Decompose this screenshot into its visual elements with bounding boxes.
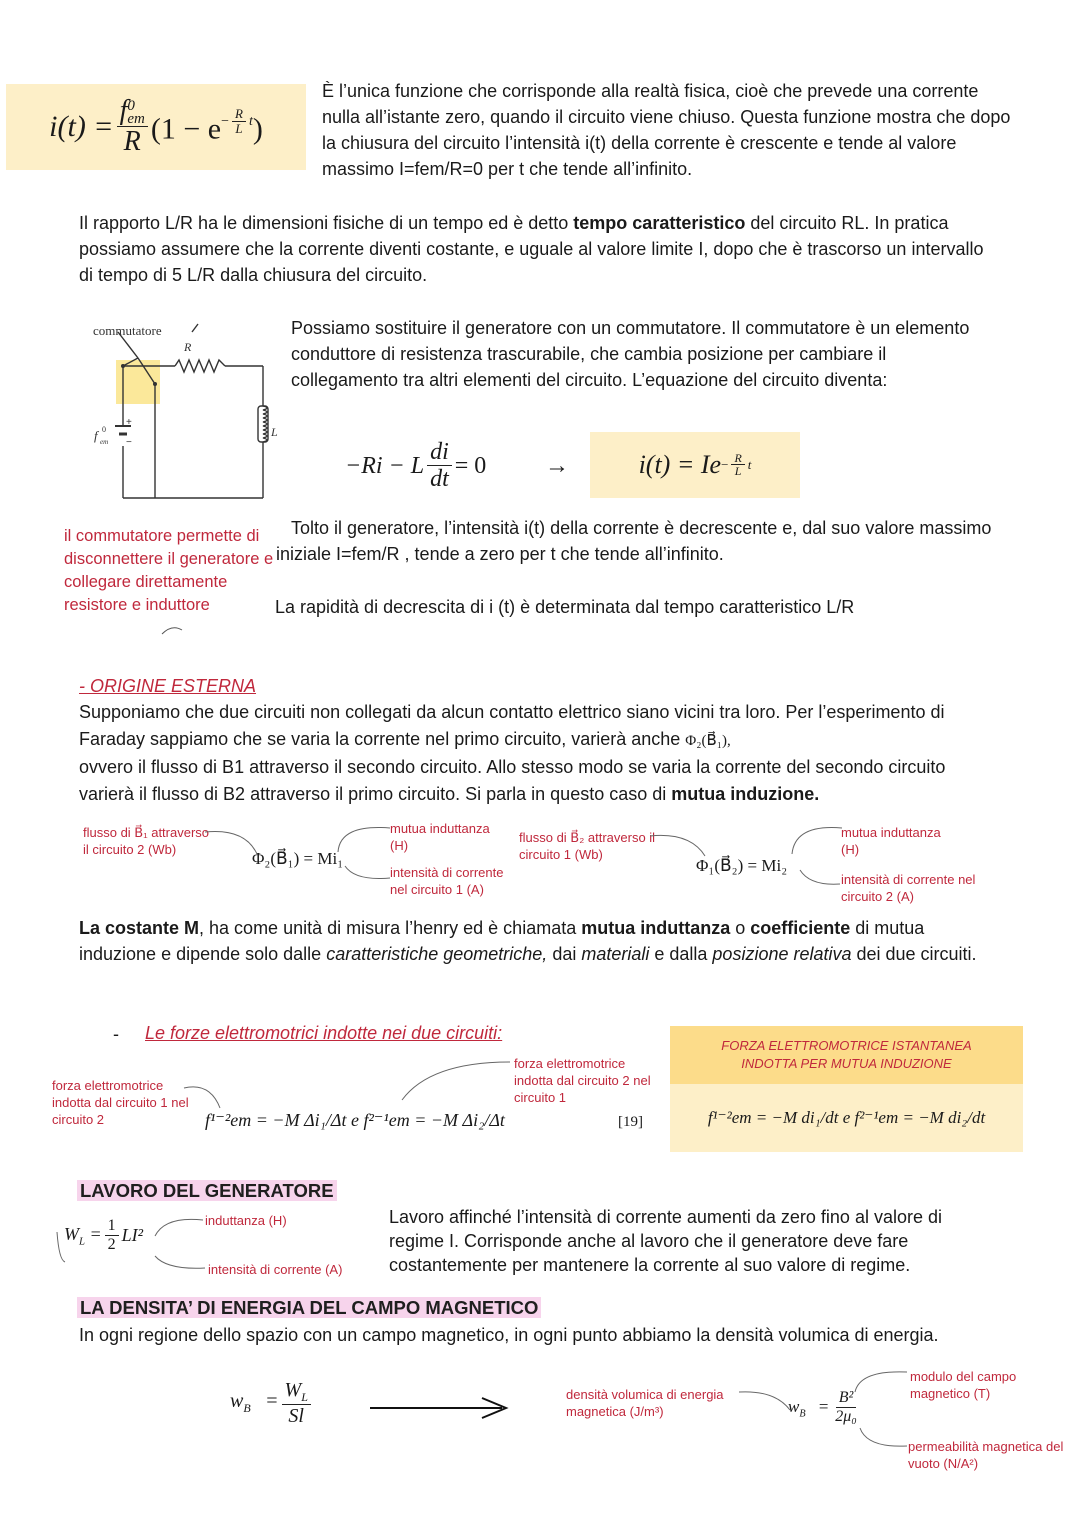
inductor-label: L [271, 425, 278, 439]
svg-text:0: 0 [102, 425, 106, 434]
external-origin-heading: - ORIGINE ESTERNA [79, 676, 257, 696]
note-B: modulo del campo magnetico (T) [910, 1369, 1017, 1401]
switch-note: il commutatore permette di disconnettere il generatore e collegare direttamente resistore e induttore [64, 527, 274, 614]
energy-density-text: In ogni regione dello spazio con un campo magnetico, in ogni punto abbiamo la densità volumica di energia. [79, 1325, 939, 1345]
switch-label: commutatore [93, 323, 162, 338]
formula-flux-b2: Φ₁(B⃗₂) = Mi₂ [696, 856, 788, 875]
note-mu: permeabilità magnetica del vuoto (N/A²) [908, 1439, 1064, 1471]
external-text: Supponiamo che due circuiti non collegati da alcun contatto elettrico siano vicini tra loro. Per l’esperimento di Faraday sappiamo che se varia la corrente nel primo circuito, varierà anche Φ₂(B⃗₁), ovvero il flusso di B1 attraverso il secondo circuito. Allo stesso modo se varia la corrente del secondo circuito varierà il flusso di B2 attraverso il primo circuito. Si parla in questo caso di mutua induzione. [79, 702, 946, 804]
note-emf-1-2: forza elettromotrice indotta dal circuito 1 nel circuito 2 [52, 1078, 189, 1127]
closing-current-formula [6, 84, 306, 170]
equation-number: [19] [618, 1114, 643, 1130]
emf-bullet: - [113, 1024, 119, 1044]
note-work-I: intensità di corrente (A) [208, 1262, 343, 1277]
density-formula-2: $w_{B⃗}$ = $\frac{\text{B²}}{\text{2μ₀}}$ [788, 1389, 857, 1425]
decay-formula: i(t) = Ie − $\frac{R}{L}$ t [590, 432, 800, 498]
note-i2: intensità di corrente nel circuito 2 (A) [841, 872, 976, 904]
emf-instant-box [670, 1026, 1023, 1152]
density-arrow [370, 1396, 510, 1420]
minus-sign: − [126, 437, 132, 448]
note-flux-b2: flusso di B⃗₂ attraverso il circuito 1 (Wb) [519, 830, 656, 862]
switch-equation: −Ri − L $\frac{di}{dt}$ = 0 [345, 438, 487, 492]
emf-formula: f¹⁻²em = −M Δi₁/Δt e f²⁻¹em = −M Δi₂/Δt [205, 1110, 505, 1130]
emf-leaders [180, 1060, 520, 1110]
density-formula-1: $w_{B⃗}$ = $\frac{W_L}{Sl}$ [230, 1380, 314, 1427]
work-heading: LAVORO DEL GENERATORE [77, 1180, 337, 1202]
resistor-label: R [184, 340, 192, 354]
note-M-b: mutua induttanza (H) [841, 825, 941, 857]
note-i1: intensità di corrente nel circuito 1 (A) [390, 865, 504, 897]
formula-fraction: f 0 em R [117, 96, 148, 157]
note-work-L: induttanza (H) [205, 1213, 287, 1228]
work-formula: $W_L$ = $\frac{1}{2}$ LI² [64, 1217, 144, 1253]
note-M-a: mutua induttanza (H) [390, 821, 490, 853]
mutual-inductance-paragraph: La costante M, ha come unità di misura l’henry ed è chiamata mutua induttanza o coefficiente di mutua induzione e dipende solo dalle caratteristiche geometriche, dai materiali e dalla posizione relativa dei due circuiti. [79, 918, 977, 964]
formula-paren: ($1 - e^{- \frac{R}{L} t}$ ) [150, 106, 263, 146]
decay-text-2: La rapidità di decrescita di i (t) è determinata dal tempo caratteristico L/R [275, 597, 855, 617]
time-constant-paragraph: Il rapporto L/R ha le dimensioni fisiche di un tempo ed è detto tempo caratteristico del circuito RL. In pratica possiamo assumere che la corrente diventi costante, e uguale al valore limite I, dopo che è trascorso un intervallo di tempo di 5 L/R dalla chiusura del circuito. [79, 213, 984, 285]
svg-text:em: em [100, 438, 109, 446]
energy-density-heading: LA DENSITA’ DI ENERGIA DEL CAMPO MAGNETICO [77, 1297, 541, 1319]
note-energy-density: densità volumica di energia magnetica (J/m³) [566, 1387, 724, 1419]
note-emf-2-1: forza elettromotrice indotta dal circuito 2 nel circuito 1 [514, 1056, 651, 1105]
closing-text: È l’unica funzione che corrisponde alla realtà fisica, cioè che prevede una corrente nulla all’istante zero, quando il circuito viene chiuso. Questa funzione mostra che dopo la chiusura del circuito l’intensità i(t) della corrente è crescente e tende al valore massimo I=fem/R=0 per t che tende all’infinito. [322, 81, 1011, 179]
note-flux-b1: flusso di B⃗₁ attraverso il circuito 2 (Wb) [83, 825, 210, 857]
circuit-svg [80, 318, 290, 508]
formula-flux-b1: Φ₂(B⃗₁) = Mi₁ [252, 849, 344, 868]
formula-lhs: i(t) = [49, 110, 114, 143]
plus-sign: + [126, 417, 132, 428]
switch-note-leader [160, 620, 190, 640]
work-text: Lavoro affinché l’intensità di corrente aumenti da zero fino al valore di regime I. Corrisponde anche al lavoro che il generatore deve fare costantemente per mantenere la corrente al suo valore di regime. [389, 1207, 942, 1275]
rl-circuit-diagram [80, 318, 290, 508]
switch-arrow: → [545, 452, 569, 479]
fem-label: f [94, 428, 98, 443]
emf-instant-formula: f¹⁻²em = −M di₁/dt e f²⁻¹em = −M di₂/dt [670, 1084, 1023, 1152]
decay-text-1: Tolto il generatore, l’intensità i(t) della corrente è decrescente e, dal suo valore massimo iniziale I=fem/R , tende a zero per t che tende all’infinito. [276, 518, 992, 564]
switch-description: Possiamo sostituire il generatore con un commutatore. Il commutatore è un elemento conduttore di resistenza trascurabile, che cambia posizione per cambiare il collegamento tra altri elementi del circuito. L’equazione del circuito diventa: [291, 318, 970, 390]
emf-heading: Le forze elettromotrici indotte nei due circuiti: [145, 1023, 503, 1043]
emf-instant-title: FORZA ELETTROMOTRICE ISTANTANEA INDOTTA PER MUTUA INDUZIONE [670, 1026, 1023, 1084]
